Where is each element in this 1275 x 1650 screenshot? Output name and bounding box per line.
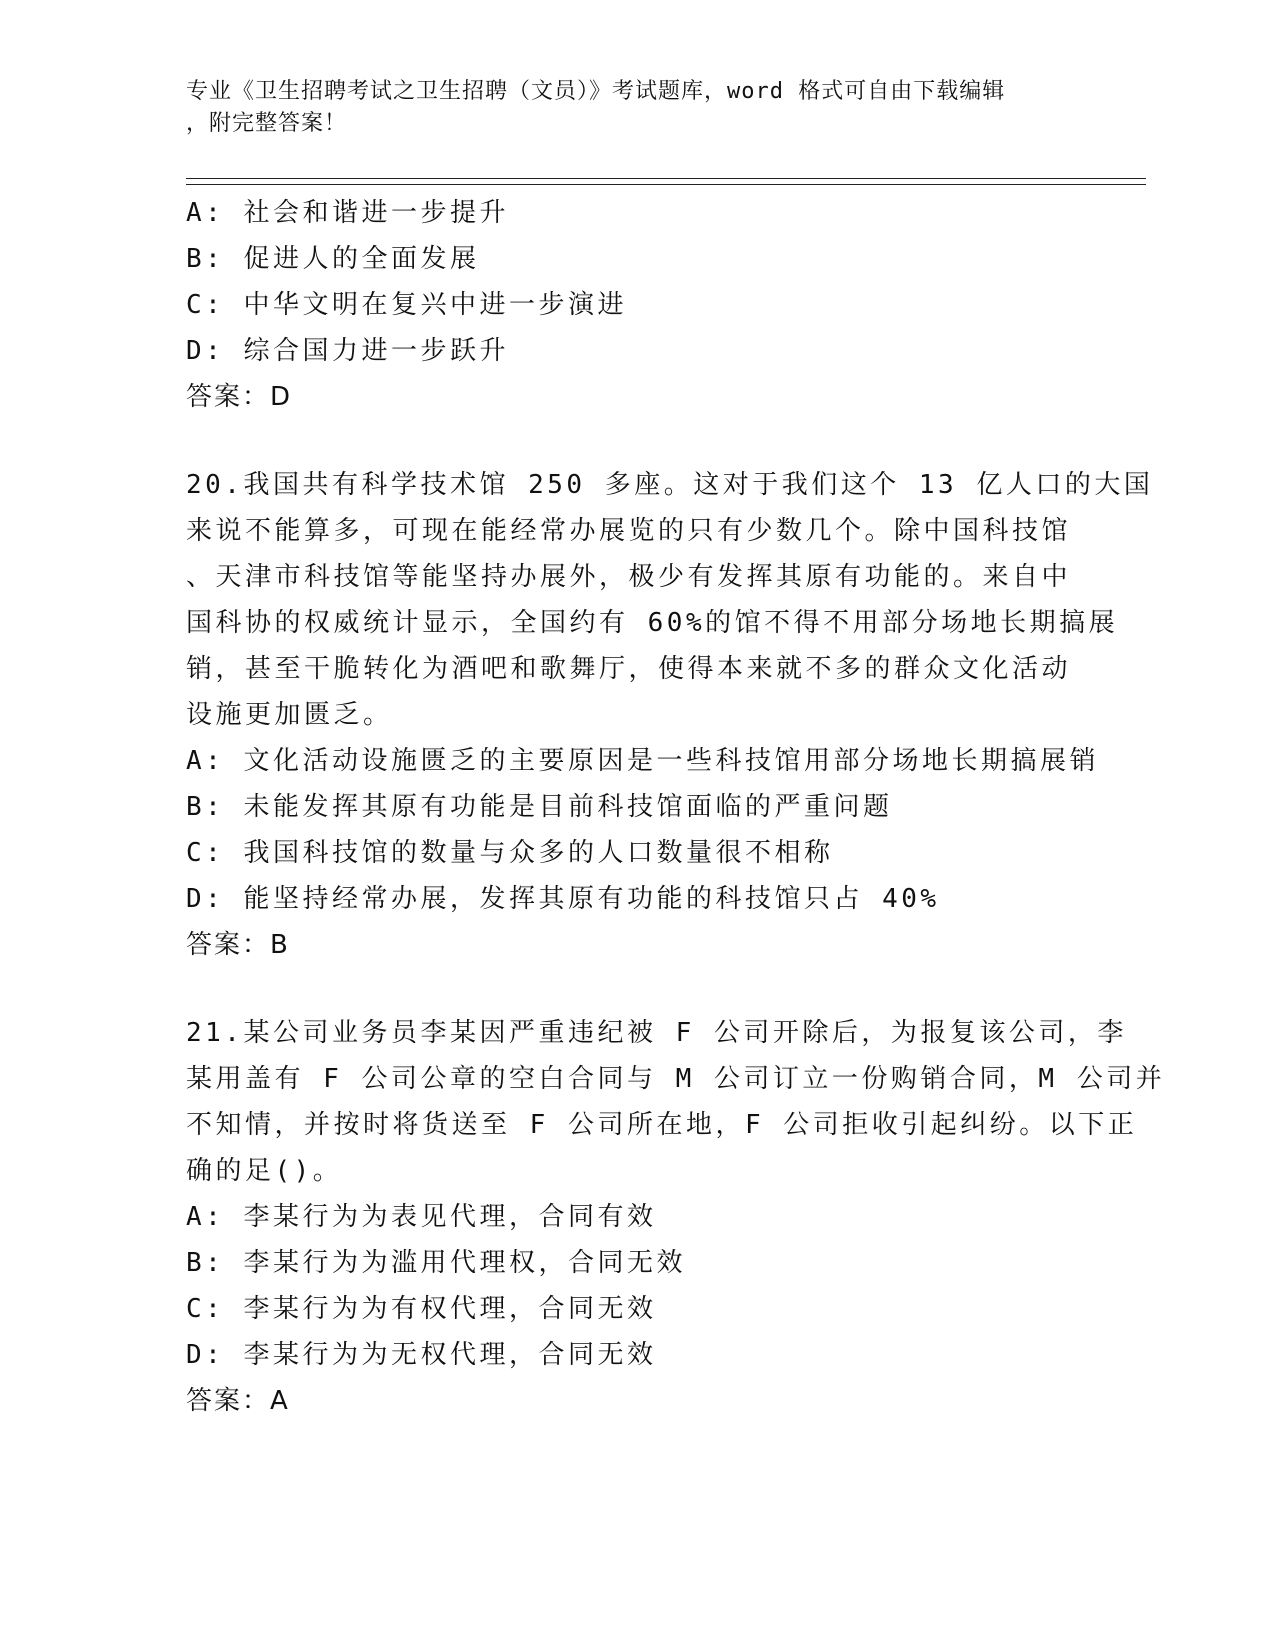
question-stem-line: 销，甚至干脆转化为酒吧和歌舞厅，使得本来就不多的群众文化活动 [186,654,1072,684]
question-19 [186,190,1086,420]
question-21 [186,1010,1166,1424]
option-b: B: 促进人的全面发展 [186,244,480,274]
question-stem-line: 设施更加匮乏。 [186,700,393,730]
question-stem-line: 21.某公司业务员李某因严重违纪被 F 公司开除后，为报复该公司，李 [186,1018,1127,1048]
header-divider-top [186,178,1146,179]
option-b: B: 未能发挥其原有功能是目前科技馆面临的严重问题 [186,792,893,822]
answer-line [186,1378,1086,1424]
option-d: D: 综合国力进一步跃升 [186,336,509,366]
spacer [186,420,1086,462]
header-line-2: ，附完整答案！ [186,111,348,136]
header-line-1: 专业《卫生招聘考试之卫生招聘（文员）》考试题库，word 格式可自由下载编辑 [186,79,1006,104]
option-c: C: 李某行为为有权代理，合同无效 [186,1294,657,1324]
option-a: A: 李某行为为表见代理，合同有效 [186,1202,657,1232]
question-stem-line: 、天津市科技馆等能坚持办展外，极少有发挥其原有功能的。来自中 [186,562,1072,592]
option-c: C: 我国科技馆的数量与众多的人口数量很不相称 [186,838,834,868]
answer-label: 答案： [186,930,271,960]
option-b: B: 李某行为为滥用代理权，合同无效 [186,1248,686,1278]
document-body [186,190,1166,1424]
option-a: A: 文化活动设施匮乏的主要原因是一些科技馆用部分场地长期搞展销 [186,746,1099,776]
document-header [186,76,1066,140]
question-stem-line: 来说不能算多，可现在能经常办展览的只有少数几个。除中国科技馆 [186,516,1072,546]
question-stem-line: 确的足()。 [186,1156,343,1186]
answer-line [186,922,1086,968]
option-a: A: 社会和谐进一步提升 [186,198,509,228]
spacer [186,968,1086,1010]
answer-value: D [270,382,293,412]
question-stem-line: 国科协的权威统计显示，全国约有 60%的馆不得不用部分场地长期搞展 [186,608,1119,638]
answer-label: 答案： [186,382,271,412]
header-divider-bottom [186,184,1146,185]
question-20 [186,462,1154,968]
answer-value: B [270,930,290,960]
question-stem-line: 20.我国共有科学技术馆 250 多座。这对于我们这个 13 亿人口的大国 [186,470,1154,500]
option-c: C: 中华文明在复兴中进一步演进 [186,290,627,320]
option-d: D: 李某行为为无权代理，合同无效 [186,1340,657,1370]
question-stem-line: 不知情，并按时将货送至 F 公司所在地，F 公司拒收引起纠纷。以下正 [186,1110,1138,1140]
answer-label: 答案： [186,1386,271,1416]
answer-value: A [270,1386,290,1416]
option-d: D: 能坚持经常办展，发挥其原有功能的科技馆只占 40% [186,884,940,914]
question-stem-line: 某用盖有 F 公司公章的空白合同与 M 公司订立一份购销合同，M 公司并 [186,1064,1166,1094]
answer-line [186,374,1086,420]
